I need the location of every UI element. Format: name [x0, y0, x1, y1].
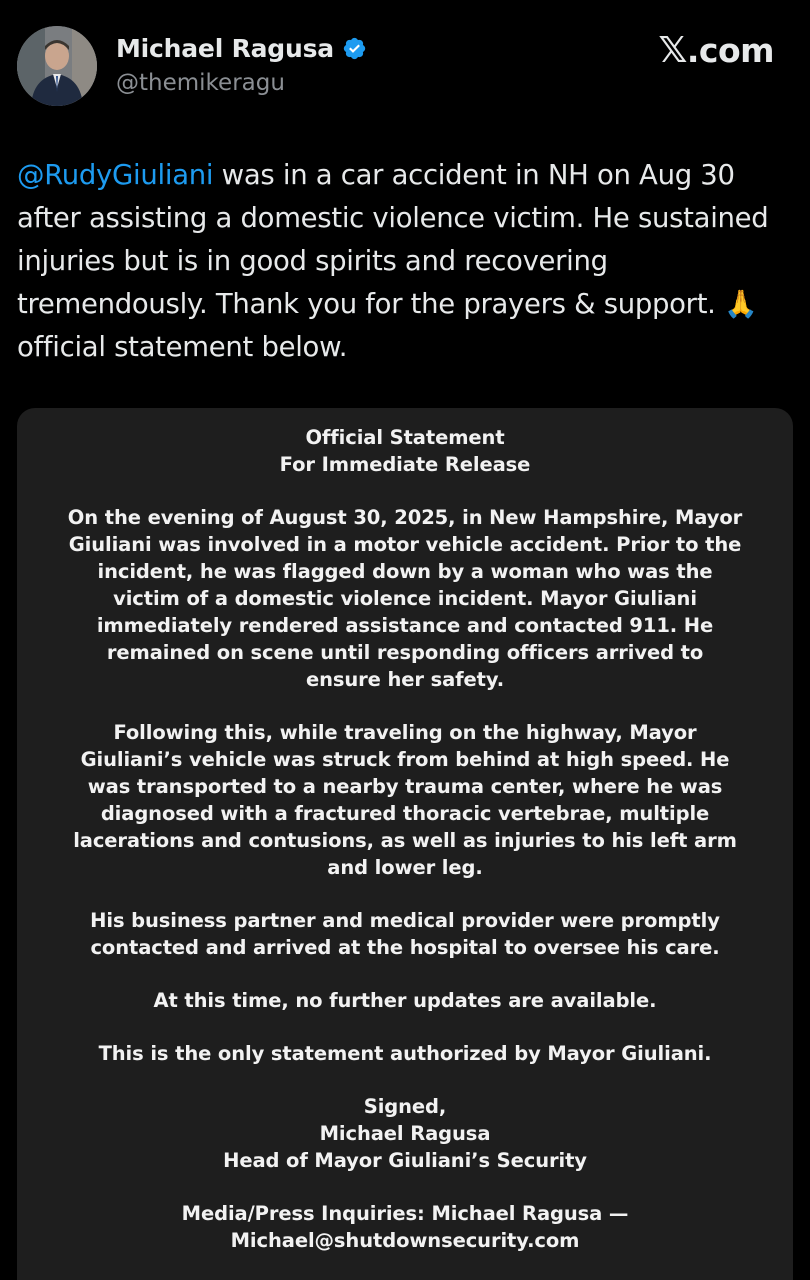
post-text-segment: was in a car accident in NH on Aug 30 — [213, 159, 735, 191]
user-handle[interactable]: @themikeragu — [116, 70, 285, 96]
statement-image[interactable] — [17, 408, 793, 1280]
statement-line: incident, he was flagged down by a woman who was the — [97, 560, 713, 583]
statement-paragraph-4: At this time, no further updates are available. — [153, 989, 657, 1012]
statement-title — [17, 424, 793, 478]
avatar-photo-icon — [17, 26, 97, 106]
official-statement — [17, 424, 793, 1254]
statement-paragraph-1 — [17, 504, 793, 693]
x-brand-logo — [658, 30, 774, 71]
brand-domain: .com — [686, 31, 774, 70]
statement-line: His business partner and medical provider were promptly — [90, 909, 720, 932]
post-text-line: after assisting a domestic violence victim. He sustained — [17, 202, 769, 234]
contact-line: Media/Press Inquiries: Michael Ragusa — — [181, 1202, 629, 1225]
statement-line: On the evening of August 30, 2025, in New Hampshire, Mayor — [67, 506, 743, 529]
statement-line: immediately rendered assistance and contacted 911. He — [96, 614, 714, 637]
statement-paragraph-3 — [17, 907, 793, 961]
statement-line: and lower leg. — [327, 856, 483, 879]
avatar[interactable] — [17, 26, 97, 106]
post-text-segment: tremendously. Thank you for the prayers & support. — [17, 288, 725, 320]
statement-line: was transported to a nearby trauma center, where he was — [87, 775, 723, 798]
x-logo-icon: 𝕏 — [658, 30, 687, 71]
statement-subtitle-line: For Immediate Release — [279, 453, 531, 476]
statement-line: Following this, while traveling on the highway, Mayor — [113, 721, 697, 744]
statement-line: lacerations and contusions, as well as injuries to his left arm — [73, 829, 737, 852]
post-text-line — [17, 283, 797, 326]
signature-line: Signed, — [363, 1095, 447, 1118]
praying-hands-icon: 🙏 — [724, 289, 758, 320]
contact-email: Michael@shutdownsecurity.com — [230, 1229, 580, 1252]
signature-name: Michael Ragusa — [319, 1122, 491, 1145]
name-row — [116, 34, 367, 63]
post-header — [0, 0, 810, 120]
statement-contact — [17, 1200, 793, 1254]
post-text-line: official statement below. — [17, 331, 348, 363]
signature-title: Head of Mayor Giuliani’s Security — [223, 1149, 587, 1172]
statement-paragraph-2 — [17, 719, 793, 881]
post-text — [17, 154, 797, 369]
display-name[interactable]: Michael Ragusa — [116, 34, 334, 63]
statement-line: Giuliani was involved in a motor vehicle accident. Prior to the — [68, 533, 742, 556]
statement-line: contacted and arrived at the hospital to oversee his care. — [90, 936, 720, 959]
post-text-line — [17, 154, 797, 197]
statement-line: Giuliani’s vehicle was struck from behind at high speed. He — [80, 748, 730, 771]
statement-paragraph-5: This is the only statement authorized by Mayor Giuliani. — [98, 1042, 712, 1065]
statement-line: remained on scene until responding officers arrived to — [106, 641, 704, 664]
statement-signature — [17, 1093, 793, 1174]
mention-link[interactable]: @RudyGiuliani — [17, 159, 214, 191]
statement-line: ensure her safety. — [305, 668, 505, 691]
statement-line: victim of a domestic violence incident. Mayor Giuliani — [113, 587, 697, 610]
verified-badge-icon — [342, 36, 367, 61]
post-text-line: injuries but is in good spirits and recovering — [17, 245, 608, 277]
statement-title-line: Official Statement — [305, 426, 505, 449]
statement-line: diagnosed with a fractured thoracic vertebrae, multiple — [100, 802, 710, 825]
